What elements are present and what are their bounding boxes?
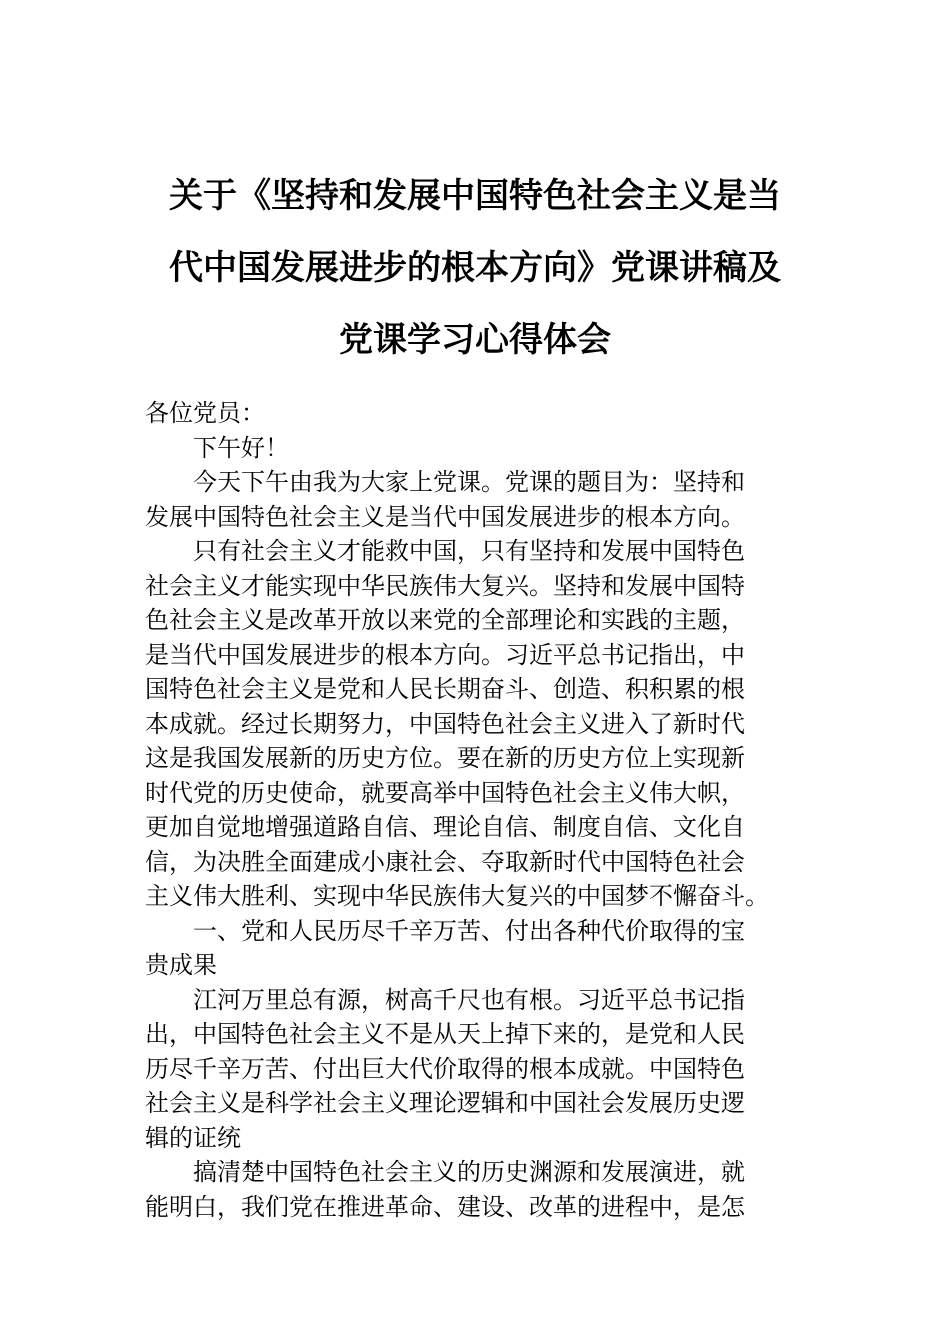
body-line: 这是我国发展新的历史方位。要在新的历史方位上实现新 — [145, 744, 745, 772]
body-line: 色社会主义是改革开放以来党的全部理论和实践的主题， — [145, 606, 745, 634]
body-line: 社会主义是科学社会主义理论逻辑和中国社会发展历史逻 — [145, 1089, 745, 1117]
title-line-2: 代中国发展进步的根本方向》党课讲稿及 — [169, 248, 781, 288]
body-line: 各位党员： — [145, 399, 265, 427]
body-line: 是当代中国发展进步的根本方向。习近平总书记指出，中 — [145, 640, 745, 669]
body-line: 搞清楚中国特色社会主义的历史渊源和发展演进，就 — [193, 1158, 745, 1186]
title-line-1: 关于《坚持和发展中国特色社会主义是当 — [169, 176, 781, 216]
body-line: 时代党的历史使命，就要高举中国特色社会主义伟大帜， — [145, 778, 745, 807]
document-title — [140, 160, 810, 376]
body-line: 一、党和人民历尽千辛万苦、付出各种代价取得的宝 — [193, 916, 745, 945]
body-line: 贵成果 — [145, 951, 217, 979]
body-line: 主义伟大胜利、实现中华民族伟大复兴的中国梦不懈奋斗。 — [145, 882, 769, 910]
body-line: 能明白，我们党在推进革命、建设、改革的进程中，是怎 — [145, 1192, 745, 1221]
body-line: 出，中国特色社会主义不是从天上掉下来的，是党和人民 — [145, 1020, 745, 1048]
body-line: 只有社会主义才能救中国，只有坚持和发展中国特色 — [193, 537, 745, 565]
body-line: 辑的证统 — [145, 1123, 241, 1152]
body-line: 江河万里总有源，树高千尺也有根。习近平总书记指 — [193, 985, 745, 1014]
body-line: 信，为决胜全面建成小康社会、夺取新时代中国特色社会 — [145, 847, 745, 876]
body-line: 历尽千辛万苦、付出巨大代价取得的根本成就。中国特色 — [145, 1054, 745, 1083]
body-line: 本成就。经过长期努力，中国特色社会主义进入了新时代 — [145, 709, 745, 738]
body-line: 下午好！ — [193, 433, 289, 462]
body-line: 发展中国特色社会主义是当代中国发展进步的根本方向。 — [145, 502, 745, 531]
body-line: 今天下午由我为大家上党课。党课的题目为：坚持和 — [193, 468, 745, 496]
body-line: 国特色社会主义是党和人民长期奋斗、创造、积积累的根 — [145, 675, 745, 703]
document-body — [145, 396, 815, 1224]
body-line: 更加自觉地增强道路自信、理论自信、制度自信、文化自 — [145, 813, 745, 841]
body-line: 社会主义才能实现中华民族伟大复兴。坚持和发展中国特 — [145, 571, 745, 600]
title-line-3: 党课学习心得体会 — [339, 320, 611, 360]
